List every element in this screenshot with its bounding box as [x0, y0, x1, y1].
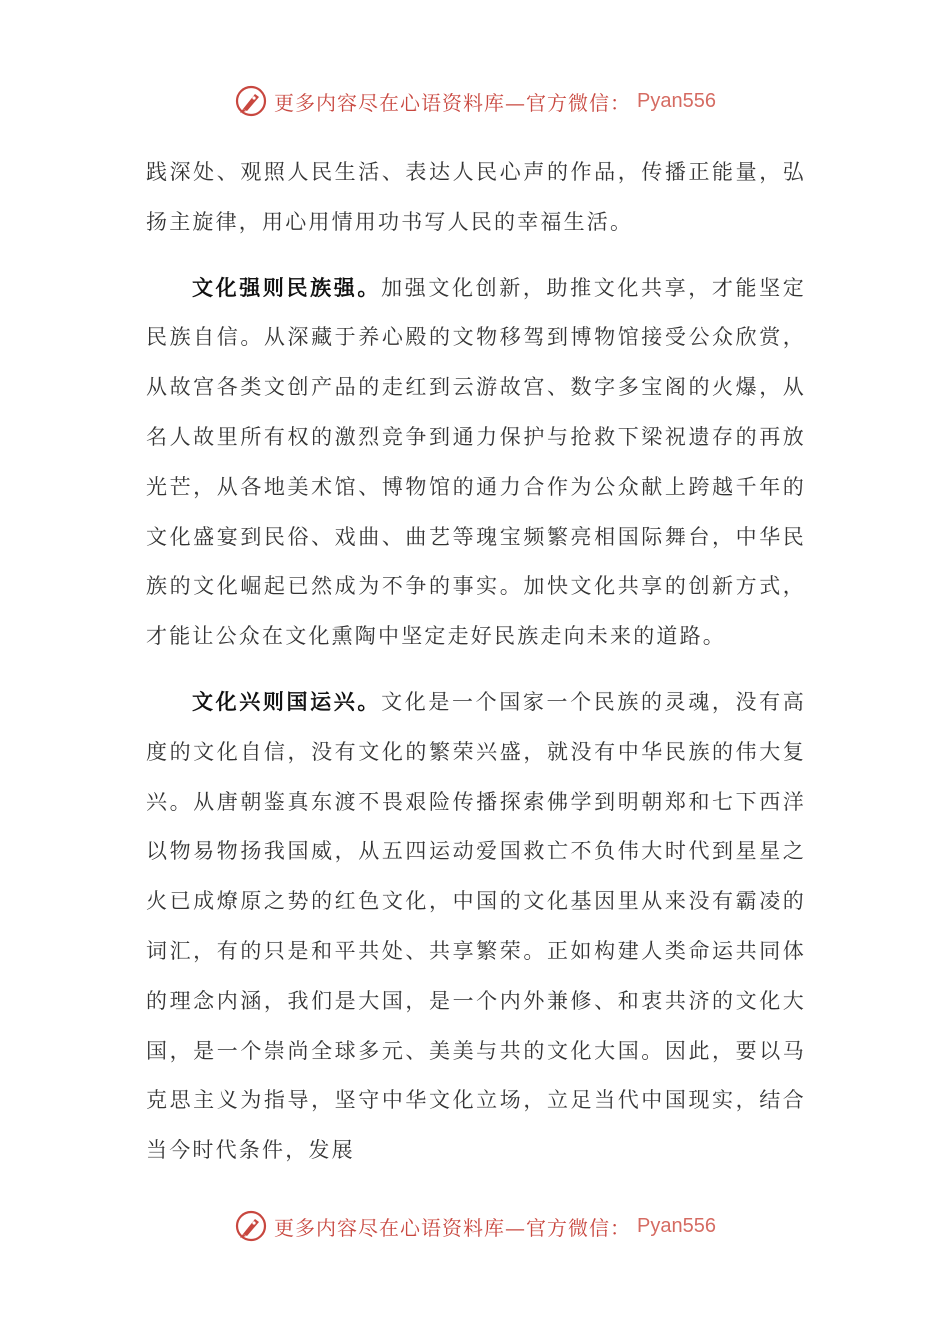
paragraph-body: 践深处、观照人民生活、表达人民心声的作品，传播正能量，弘扬主旋律，用心用情用功书写人民的幸福生活。 [146, 160, 806, 234]
paragraph-heading: 文化强则民族强。 [192, 274, 382, 300]
watermark-wechat-id: Pyan556 [637, 89, 716, 112]
header-watermark [0, 84, 950, 118]
document-body [146, 148, 806, 1176]
paragraph-body: 加强文化创新，助推文化共享，才能坚定民族自信。从深藏于养心殿的文物移驾到博物馆接受公众欣赏，从故宫各类文创产品的走红到云游故宫、数字多宝阁的火爆，从名人故里所有权的激烈竞争到通力保护与抢救下梁祝遗存的再放光芒，从各地美术馆、博物馆的通力合作为公众献上跨越千年的文化盛宴到民俗、戏曲、曲艺等瑰宝频繁亮相国际舞台，中华民族的文化崛起已然成为不争的事实。加快文化共享的创新方式，才能让公众在文化熏陶中坚定走好民族走向未来的道路。 [146, 275, 806, 649]
paragraph [146, 263, 806, 662]
paragraph [146, 148, 806, 248]
watermark-wechat-id: Pyan556 [637, 1214, 716, 1237]
pen-nib-logo-icon [234, 84, 268, 118]
watermark-text: 更多内容尽在心语资料库—官方微信： [274, 1215, 632, 1240]
paragraph-heading: 文化兴则国运兴。 [192, 688, 382, 714]
footer-watermark [0, 1209, 950, 1243]
paragraph-body: 文化是一个国家一个民族的灵魂，没有高度的文化自信，没有文化的繁荣兴盛，就没有中华民族的伟大复兴。从唐朝鉴真东渡不畏艰险传播探索佛学到明朝郑和七下西洋以物易物扬我国威，从五四运动爱国救亡不负伟大时代到星星之火已成燎原之势的红色文化，中国的文化基因里从来没有霸凌的词汇，有的只是和平共处、共享繁荣。正如构建人类命运共同体的理念内涵，我们是大国，是一个内外兼修、和衷共济的文化大国，是一个崇尚全球多元、美美与共的文化大国。因此，要以马克思主义为指导，坚守中华文化立场，立足当代中国现实，结合当今时代条件，发展 [146, 689, 806, 1163]
pen-nib-logo-icon [234, 1209, 268, 1243]
paragraph [146, 677, 806, 1176]
watermark-text: 更多内容尽在心语资料库—官方微信： [274, 90, 632, 115]
